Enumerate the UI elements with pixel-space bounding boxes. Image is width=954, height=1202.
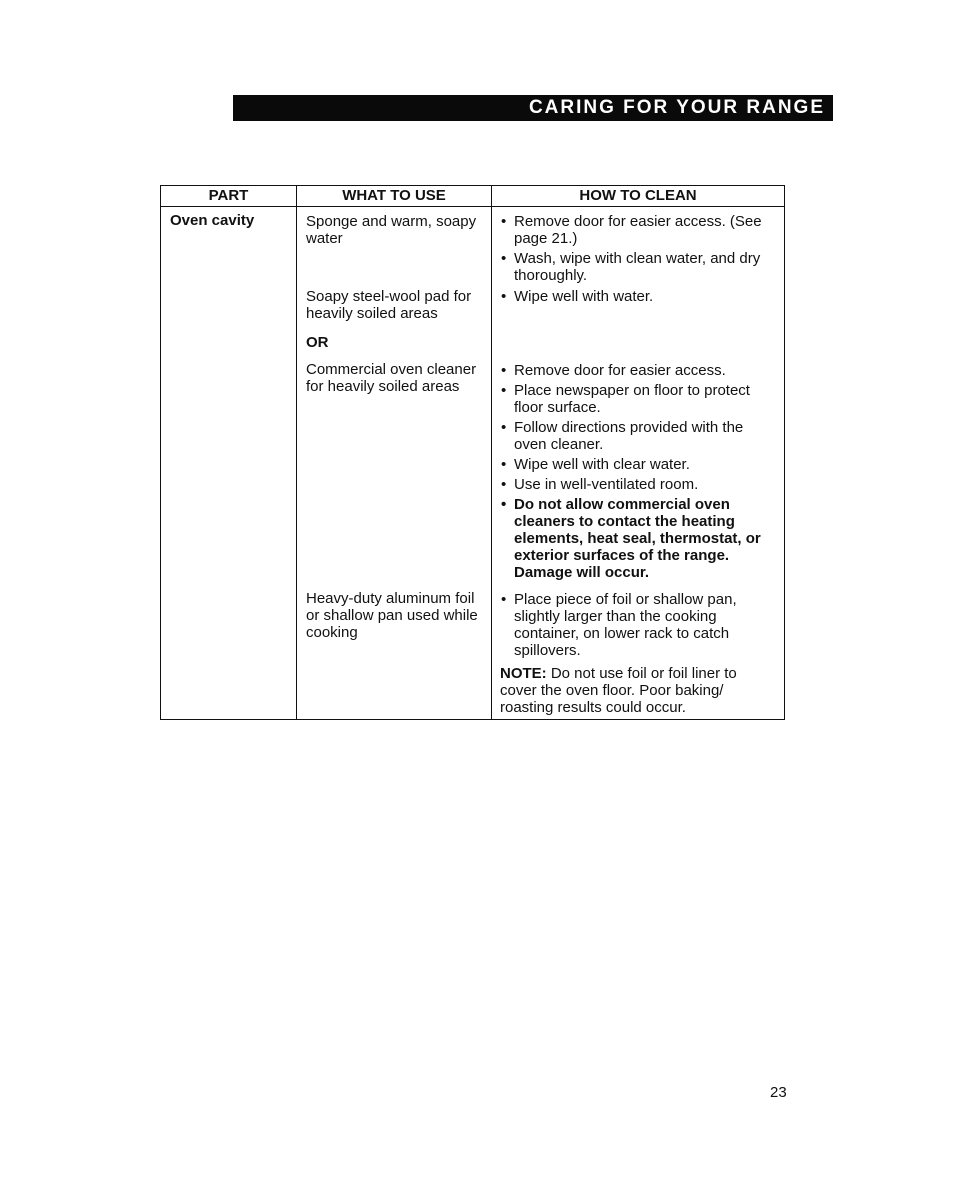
clean-steps	[501, 288, 776, 308]
clean-step: • Use in well-ventilated room.	[501, 476, 776, 493]
use-item: Soapy steel-wool pad for heavily soiled areas	[306, 288, 472, 322]
clean-step: • Remove door for easier access. (See page 21.)	[501, 213, 776, 247]
clean-step: • Follow directions provided with the oven cleaner.	[501, 419, 776, 453]
clean-step: • Place newspaper on floor to protect floor surface.	[501, 382, 776, 416]
part-name: Oven cavity	[170, 212, 255, 229]
header-divider	[161, 206, 784, 207]
column-header-what-to-use: WHAT TO USE	[342, 187, 446, 204]
clean-step: • Place piece of foil or shallow pan, slightly larger than the cooking container, on lower rack to catch spillovers.	[501, 591, 776, 659]
column-header-part: PART	[208, 187, 249, 204]
column-divider	[491, 186, 492, 719]
use-item: Commercial oven cleaner for heavily soiled areas	[306, 361, 477, 395]
use-item: Heavy-duty aluminum foil or shallow pan used while cooking	[306, 590, 478, 641]
section-header-bar	[233, 95, 833, 121]
column-header-how-to-clean: HOW TO CLEAN	[579, 187, 697, 204]
clean-step: • Wash, wipe with clean water, and dry thoroughly.	[501, 250, 776, 284]
note-label: NOTE:	[500, 665, 547, 682]
clean-step: • Remove door for easier access.	[501, 362, 776, 379]
or-label: OR	[306, 334, 329, 351]
page-number: 23	[770, 1084, 787, 1101]
section-title: CARING FOR YOUR RANGE	[528, 97, 825, 118]
clean-steps	[501, 362, 776, 584]
clean-steps	[501, 213, 776, 287]
clean-step: • Wipe well with clear water.	[501, 456, 776, 473]
note	[500, 665, 775, 716]
column-divider	[296, 186, 297, 719]
warning-step: • Do not allow commercial oven cleaners to contact the heating elements, heat seal, thermostat, or exterior surfaces of the range. Damage will occur.	[501, 496, 776, 581]
clean-steps	[501, 591, 776, 662]
cleaning-table	[160, 185, 785, 720]
clean-step: • Wipe well with water.	[501, 288, 776, 305]
use-item: Sponge and warm, soapy water	[306, 213, 477, 247]
note-text: Do not use foil or foil liner to cover the oven floor. Poor baking/ roasting results could occur.	[500, 665, 737, 716]
